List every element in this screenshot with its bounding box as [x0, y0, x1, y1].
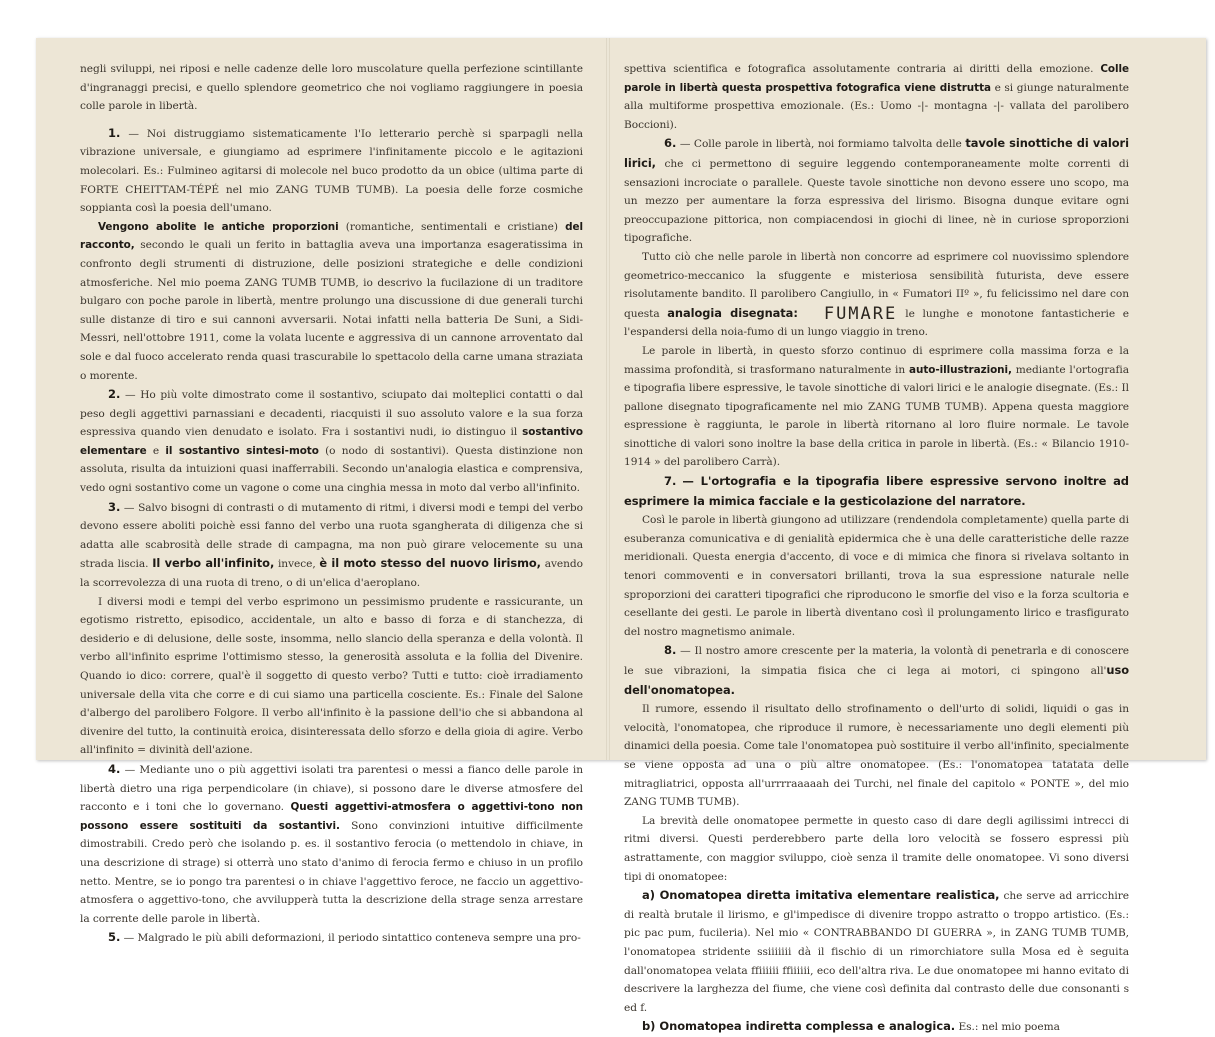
section-7: 7. — L'ortografia e la tipografia libere espressive servono inoltre ad esprimere la mimica facciale e la gesticolazione del narratore.	[624, 474, 1129, 508]
section-number: 5.	[108, 930, 121, 945]
section-number: 6.	[664, 136, 677, 151]
fumare-analogy: FUMARE	[823, 303, 898, 324]
section-6: 6. — Colle parole in libertà, noi formiamo talvolta delle tavole sinottiche di valori lirici, che ci permettono di seguire leggendo contemporaneamente molte correnti di sensazioni incrociate o parallele. Queste tavole sinottiche non devono essere uno scopo, ma un mezzo per aumentare la forza espressiva del lirismo. Bisogna dunque evitare ogni preoccupazione pittorica, non compiacendosi in giochi di linee, nè in curiose sproporzioni tipografiche.	[624, 136, 1129, 245]
section-8-cont-2: La brevità delle onomatopee permette in questo caso di dare degli agilissimi intrecci di ritmi diversi. Questi perderebbero parte della loro velocità se fossero espressi più astrattamente, con maggior sviluppo, cioè senza il tramite delle onomatopee. Vi sono diversi tipi di onomatopee:	[624, 814, 1129, 883]
section-6-cont: Tutto ciò che nelle parole in libertà non concorre ad esprimere col nuovissimo splendore geometrico-meccanico la sfuggente e misteriosa sensibilità futurista, deve essere risolutamente bandito. Il parolibero Cangiullo, in « Fumatori IIº », fu felicissimo nel dare con questa analogia disegnata: FUMARE le lunghe e monotone fantasticherie e l'espandersi della noia-fumo di un lungo viaggio in treno.	[624, 250, 1129, 339]
left-page	[80, 60, 583, 948]
section-8-cont: Il rumore, essendo il risultato dello strofinamento o dell'urto di solidi, liquidi o gas in velocità, l'onomatopea, che riproduce il rumore, è necessariamente uno degli elementi più dinamici della poesia. Come tale l'onomatopea può sostituire il verbo all'infinito, specialmente se viene opposta ad una o più altre onomatopee. (Es.: l'onomatopea tatatata delle mitragliatrici, opposta all'urrrraaaaah dei Turchi, nel finale del capitolo « PONTE », del mio ZANG TUMB TUMB).	[624, 703, 1129, 809]
page-fold	[606, 38, 610, 760]
section-number: 8.	[664, 643, 677, 658]
section-7-cont: Così le parole in libertà giungono ad utilizzare (rendendola completamente) quella parte di esuberanza comunicativa e di genialità epidermica che è una delle caratteristiche delle razze meridionali. Questa energia d'accento, di voce e di mimica che finora si rivelava soltanto in tenori commoventi e in conversatori brillanti, trova la sua espressione naturale nelle sproporzioni dei caratteri tipografici che riproducono le smorfie del viso e la forza scultoria e cesellante dei gesti. Le parole in libertà diventano così il prolungamento lirico e trasfigurato del nostro magnetismo animale.	[624, 514, 1129, 638]
section-2: 2. — Ho più volte dimostrato come il sostantivo, sciupato dai molteplici contatti o dal peso degli aggettivi parnassiani e decadenti, riacquisti il suo assoluto valore e la sua forza espressiva quando vien denudato e isolato. Fra i sostantivi nudi, io distinguo il sostantivo elementare e il sostantivo sintesi-moto (o nodo di sostantivi). Questa distinzione non assoluta, risulta da intuizioni quasi inafferrabili. Secondo un'analogia elastica e comprensiva, vedo ogni sostantivo come un vagone o come una cinghia messa in moto dal verbo all'infinito.	[80, 387, 584, 495]
section-number: 7.	[664, 474, 677, 489]
intro-paragraph: negli sviluppi, nei riposi e nelle cadenze delle loro muscolature quella perfezione scintillante d'ingranaggi precisi, e quello splendore geometrico che noi vogliamo raggiungere in poesia colle parole in libertà.	[80, 63, 583, 113]
section-8: 8. — Il nostro amore crescente per la materia, la volontà di penetrarla e di conoscere le sue vibrazioni, la simpatia fisica che ci lega ai motori, ci spingono all'uso dell'onomatopea.	[624, 643, 1129, 697]
subsection-b: b) Onomatopea indiretta complessa e analogica. Es.: nel mio poema	[642, 1019, 1060, 1034]
section-number: 2.	[108, 387, 121, 402]
section-1: 1. — Noi distruggiamo sistematicamente l'Io letterario perchè si sparpagli nella vibrazione universale, e giungiamo ad esprimere l'infinitamente piccolo e le agitazioni molecolari. Es.: Fulmineo agitarsi di molecole nel buco prodotto da un obice (ultima parte di FORTE CHEITTAM-TÉPÉ nel mio ZANG TUMB TUMB). La poesia delle forze cosmiche soppianta così la poesia dell'umano.	[80, 125, 583, 215]
section-3-cont: I diversi modi e tempi del verbo esprimono un pessimismo prudente e rassicurante, un egotismo ristretto, episodico, accidentale, un alto e basso di forza e di stanchezza, di desiderio e di delusione, delle soste, insomma, nello slancio della speranza e della volontà. Il verbo all'infinito esprime l'ottimismo stesso, la generosità assoluta e la follia del Divenire. Quando io dico: correre, qual'è il soggetto di questo verbo? Tutti e tutto: cioè irradiamento universale della vita che corre e di cui siamo una particella cosciente. Es.: Finale del Salone d'albergo del parolibero Folgore. Il verbo all'infinito è la passione dell'io che si abbandona al divenire del tutto, la continuità eroica, disinteressata dello sforzo e della gioia di agire. Verbo all'infinito = divinità dell'azione.	[80, 595, 583, 757]
section-number: 1.	[108, 125, 121, 140]
section-1-cont: Vengono abolite le antiche proporzioni (romantiche, sentimentali e cristiane) del racconto, secondo le quali un ferito in battaglia aveva una importanza esageratissima in confronto degli strumenti di distruzione, delle posizioni strategiche e delle condizioni atmosferiche. Nel mio poema ZANG TUMB TUMB, io descrivo la fucilazione di un traditore bulgaro con poche parole in libertà, mentre prolungo una discussione di due generali turchi sulle distanze di tiro e sui cannoni avversarii. Notai infatti nella batteria De Suni, a Sidi-Messri, nell'ottobre 1911, come la volata lucente e aggressiva di un cannone arroventato dal sole e dal fuoco accelerato renda quasi trascurabile lo spettacolo della carne umana straziata o morente.	[80, 220, 583, 382]
section-number: 4.	[108, 761, 121, 776]
subsection-a: a) Onomatopea diretta imitativa elementare realistica, che serve ad arricchire di realtà brutale il lirismo, e gl'impedisce di divenire troppo astratto o troppo artistico. (Es.: pic pac pum, fucileria). Nel mio « CONTRABBANDO DI GUERRA », in ZANG TUMB TUMB, l'onomatopea stridente ssiiiiiii dà il fischio di un rimorchiatore sulla Mosa ed è seguita dall'onomatopea velata ffiiiiii ffiiiiii, eco dell'altra riva. Le due onomatopee mi hanno evitato di descrivere la larghezza del fiume, che viene così definita dal contrasto delle due consonanti s ed f.	[624, 888, 1130, 1014]
section-4: 4. — Mediante uno o più aggettivi isolati tra parentesi o messi a fianco delle parole in libertà dietro una riga perpendicolare (in chiave), si possono dare le diverse atmosfere del racconto e i toni che lo governano. Questi aggettivi-atmosfera o aggettivi-tono non possono essere sostituiti da sostantivi. Sono convinzioni intuitive difficilmente dimostrabili. Credo però che isolando p. es. il sostantivo ferocia (o mettendolo in chiave, in una descrizione di strage) si otterrà uno stato d'animo di ferocia fermo e chiuso in un profilo netto. Mentre, se io pongo tra parentesi o in chiave l'aggettivo feroce, ne faccio un aggettivo-atmosfera o aggettivo-tono, che avvilupperà tutta la descrizione della strage senza arrestare la corrente delle parole in libertà.	[80, 761, 584, 925]
section-5: 5. — Malgrado le più abili deformazioni, il periodo sintattico conteneva sempre una pro-	[108, 930, 581, 945]
section-6-cont-2: Le parole in libertà, in questo sforzo continuo di esprimere colla massima forza e la massima profondità, si trasformano naturalmente in auto-illustrazioni, mediante l'ortografia e tipografia libere espressive, le tavole sinottiche di valori lirici e le analogie disegnate. (Es.: Il pallone disegnato tipograficamente nel mio ZANG TUMB TUMB). Appena questa maggiore espressione è raggiunta, le parole in libertà ritornano al loro fluire normale. Le tavole sinottiche di valori sono inoltre la base della critica in parole in libertà. (Es.: « Bilancio 1910-1914 » del parolibero Carrà).	[624, 344, 1129, 469]
continuation-paragraph: spettiva scientifica e fotografica assolutamente contraria ai diritti della emozione. Colle parole in libertà questa prospettiva fotografica viene distrutta e si giunge naturalmente alla multiforme prospettiva emozionale. (Es.: Uomo -|- montagna -|- vallata del parolibero Boccioni).	[624, 63, 1129, 131]
section-number: 3.	[108, 499, 121, 514]
section-3: 3. — Salvo bisogni di contrasti o di mutamento di ritmi, i diversi modi e tempi del verbo devono essere aboliti poichè essi fanno del verbo una ruota sgangherata di diligenza che si adatta alle scabrosità delle strade di campagna, ma non può girare velocemente su una strada liscia. Il verbo all'infinito, invece, è il moto stesso del nuovo lirismo, avendo la scorrevolezza di una ruota di treno, o di un'elica d'aeroplano.	[80, 499, 583, 590]
right-page	[624, 60, 1129, 1037]
